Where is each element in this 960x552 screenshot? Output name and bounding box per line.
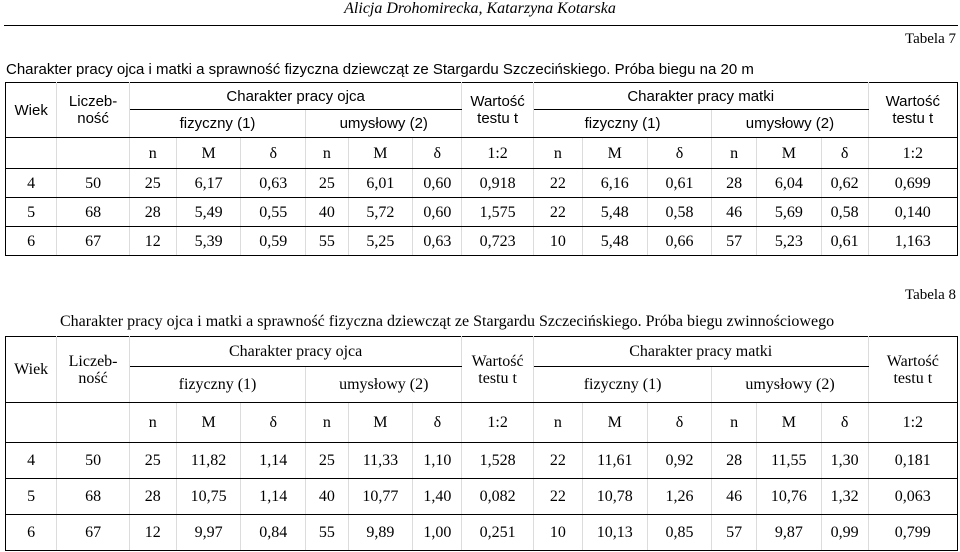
table-cell: 0,799 (868, 515, 957, 551)
table-cell: 0,63 (241, 169, 306, 198)
table-cell: 1,14 (241, 479, 306, 515)
table-cell: 10,75 (176, 479, 241, 515)
subheader-cell: δ (413, 403, 462, 443)
table-cell: 5 (6, 479, 57, 515)
subheader-cell: δ (413, 138, 462, 169)
table-cell: 67 (57, 515, 130, 551)
table-cell: 25 (306, 169, 348, 198)
table-cell: 57 (712, 227, 757, 256)
table-cell: 22 (533, 198, 582, 227)
table-cell: 4 (6, 443, 57, 479)
table-label: Tabela 7 (904, 31, 956, 47)
table-cell: 0,699 (868, 169, 957, 198)
table-cell: 25 (129, 169, 176, 198)
table-cell: 0,58 (821, 198, 868, 227)
table-cell: 0,85 (647, 515, 712, 551)
table-cell: 0,63 (413, 227, 462, 256)
table-cell: 9,87 (756, 515, 821, 551)
table-cell: 5,23 (756, 227, 821, 256)
subheader-cell: M (176, 403, 241, 443)
table-cell: 10,13 (582, 515, 647, 551)
father-group-header: Charakter pracy ojca (129, 337, 462, 367)
table-row (6, 443, 958, 479)
table-cell: 11,82 (176, 443, 241, 479)
table-cell: 4 (6, 169, 57, 198)
table-cell: 9,89 (348, 515, 413, 551)
table-cell: 68 (57, 479, 130, 515)
table-cell: 22 (533, 479, 582, 515)
subheader-cell: 1:2 (462, 138, 533, 169)
table-cell: 0,59 (241, 227, 306, 256)
table-cell: 6,17 (176, 169, 241, 198)
table-caption: Charakter pracy ojca i matki a sprawność fizyczna dziewcząt ze Stargardu Szczecińskiego. Próba biegu zwinnościowego (60, 313, 835, 330)
table-cell: 1,163 (868, 227, 957, 256)
table-cell: 11,55 (756, 443, 821, 479)
table-cell: 1,14 (241, 443, 306, 479)
subheader-cell: 1:2 (868, 138, 957, 169)
table-cell: 11,61 (582, 443, 647, 479)
table-cell: 10 (533, 227, 582, 256)
t-value-line1: Wartość (885, 93, 941, 110)
table-row (6, 227, 958, 256)
table-cell: 10,78 (582, 479, 647, 515)
table-cell: 0,251 (462, 515, 533, 551)
t-value-line2: testu t (477, 110, 519, 127)
blank-cell (6, 403, 57, 443)
table-cell: 10,76 (756, 479, 821, 515)
table-cell: 50 (57, 443, 130, 479)
subheader-cell: n (533, 138, 582, 169)
table-cell: 6,04 (756, 169, 821, 198)
t-value-header (868, 83, 957, 138)
table-cell: 12 (129, 227, 176, 256)
table-cell: 0,61 (647, 169, 712, 198)
father-physical-header: fizyczny (1) (129, 110, 305, 138)
table-cell: 46 (712, 479, 757, 515)
blank-cell (57, 138, 130, 169)
table-cell: 1,10 (413, 443, 462, 479)
table-row (6, 169, 958, 198)
subheader-cell: M (756, 138, 821, 169)
table-cell: 25 (129, 443, 176, 479)
col-count-line2: ność (77, 110, 109, 127)
table-cell: 1,575 (462, 198, 533, 227)
subheader-cell: n (129, 403, 176, 443)
t-value-line2: testu t (892, 110, 934, 127)
table-cell: 0,62 (821, 169, 868, 198)
data-table (5, 82, 958, 256)
mother-mental-header: umysłowy (2) (712, 110, 868, 138)
subheader-cell: n (306, 403, 348, 443)
father-mental-header: umysłowy (2) (306, 110, 462, 138)
mother-group-header: Charakter pracy matki (533, 337, 868, 367)
table-cell: 5,72 (348, 198, 413, 227)
table-cell: 67 (57, 227, 130, 256)
subheader-cell: M (582, 403, 647, 443)
subheader-cell: M (582, 138, 647, 169)
table-cell: 9,97 (176, 515, 241, 551)
table-cell: 55 (306, 227, 348, 256)
col-count-header (57, 337, 130, 403)
t-value-line1: Wartość (886, 352, 939, 370)
table-cell: 6 (6, 227, 57, 256)
table-cell: 55 (306, 515, 348, 551)
table-cell: 28 (712, 443, 757, 479)
table-cell: 5,69 (756, 198, 821, 227)
table-cell: 0,58 (647, 198, 712, 227)
table-row (6, 515, 958, 551)
subheader-cell: 1:2 (868, 403, 957, 443)
subheader-cell: δ (647, 138, 712, 169)
mother-group-header: Charakter pracy matki (533, 83, 868, 110)
running-header: Alicja Drohomirecka, Katarzyna Kotarska (344, 0, 616, 17)
table-cell: 0,140 (868, 198, 957, 227)
table-cell: 10 (533, 515, 582, 551)
subheader-cell: n (129, 138, 176, 169)
father-group-header: Charakter pracy ojca (129, 83, 462, 110)
table-cell: 28 (129, 479, 176, 515)
father-mental-header: umysłowy (2) (306, 367, 462, 403)
father-physical-header: fizyczny (1) (129, 367, 305, 403)
table-cell: 5,49 (176, 198, 241, 227)
table-cell: 1,528 (462, 443, 533, 479)
table-cell: 1,00 (413, 515, 462, 551)
blank-cell (57, 403, 130, 443)
table-label: Tabela 8 (904, 287, 956, 303)
t-value-line1: Wartość (471, 352, 524, 370)
table-cell: 0,55 (241, 198, 306, 227)
table-cell: 46 (712, 198, 757, 227)
t-value-header (868, 337, 957, 403)
col-count-line2: ność (78, 369, 108, 387)
blank-cell (6, 138, 57, 169)
subheader-cell: δ (647, 403, 712, 443)
table-cell: 1,26 (647, 479, 712, 515)
subheader-cell: n (533, 403, 582, 443)
table-caption: Charakter pracy ojca i matki a sprawność fizyczna dziewcząt ze Stargardu Szczecińskiego. Próba biegu na 20 m (6, 61, 754, 78)
table-cell: 28 (712, 169, 757, 198)
table-cell: 11,33 (348, 443, 413, 479)
data-table (5, 336, 958, 551)
table-cell: 28 (129, 198, 176, 227)
table-cell: 6 (6, 515, 57, 551)
table-cell: 0,60 (413, 169, 462, 198)
table-cell: 40 (306, 198, 348, 227)
table-cell: 22 (533, 443, 582, 479)
subheader-cell: M (348, 138, 413, 169)
subheader-cell: δ (821, 403, 868, 443)
mother-mental-header: umysłowy (2) (712, 367, 868, 403)
table-cell: 6,16 (582, 169, 647, 198)
subheader-cell: δ (821, 138, 868, 169)
col-count-line1: Liczeb- (68, 93, 118, 110)
table-cell: 0,082 (462, 479, 533, 515)
col-age-header: Wiek (6, 337, 57, 403)
table-cell: 0,84 (241, 515, 306, 551)
table-cell: 0,99 (821, 515, 868, 551)
t-value-line2: testu t (893, 369, 933, 387)
table-cell: 25 (306, 443, 348, 479)
table-cell: 5,39 (176, 227, 241, 256)
table-cell: 5,48 (582, 198, 647, 227)
subheader-row (6, 403, 958, 443)
subheader-cell: M (756, 403, 821, 443)
table-cell: 0,60 (413, 198, 462, 227)
table-cell: 5,48 (582, 227, 647, 256)
col-age-header: Wiek (6, 83, 57, 138)
mother-physical-header: fizyczny (1) (533, 367, 712, 403)
table-cell: 5 (6, 198, 57, 227)
mother-physical-header: fizyczny (1) (533, 110, 712, 138)
subheader-cell: n (712, 403, 757, 443)
subheader-cell: M (176, 138, 241, 169)
table-cell: 0,92 (647, 443, 712, 479)
subheader-cell: n (306, 138, 348, 169)
table-cell: 40 (306, 479, 348, 515)
table-row (6, 198, 958, 227)
subheader-cell: M (348, 403, 413, 443)
table-cell: 0,723 (462, 227, 533, 256)
table-cell: 1,30 (821, 443, 868, 479)
table-cell: 50 (57, 169, 130, 198)
table-cell: 68 (57, 198, 130, 227)
table-cell: 5,25 (348, 227, 413, 256)
subheader-cell: 1:2 (462, 403, 533, 443)
col-count-header (57, 83, 130, 138)
table-cell: 0,063 (868, 479, 957, 515)
table-row (6, 479, 958, 515)
table-cell: 1,32 (821, 479, 868, 515)
table-cell: 0,61 (821, 227, 868, 256)
col-count-line1: Liczeb- (68, 352, 118, 370)
subheader-cell: δ (241, 138, 306, 169)
t-value-header (462, 337, 533, 403)
table-cell: 12 (129, 515, 176, 551)
table-cell: 22 (533, 169, 582, 198)
table-cell: 0,918 (462, 169, 533, 198)
subheader-cell: n (712, 138, 757, 169)
table-cell: 1,40 (413, 479, 462, 515)
table-cell: 6,01 (348, 169, 413, 198)
subheader-row (6, 138, 958, 169)
t-value-line2: testu t (478, 369, 517, 387)
table-cell: 0,66 (647, 227, 712, 256)
table-cell: 0,181 (868, 443, 957, 479)
table-cell: 57 (712, 515, 757, 551)
table-cell: 10,77 (348, 479, 413, 515)
header-rule (4, 25, 958, 26)
subheader-cell: δ (241, 403, 306, 443)
t-value-line1: Wartość (470, 93, 525, 110)
t-value-header (462, 83, 533, 138)
